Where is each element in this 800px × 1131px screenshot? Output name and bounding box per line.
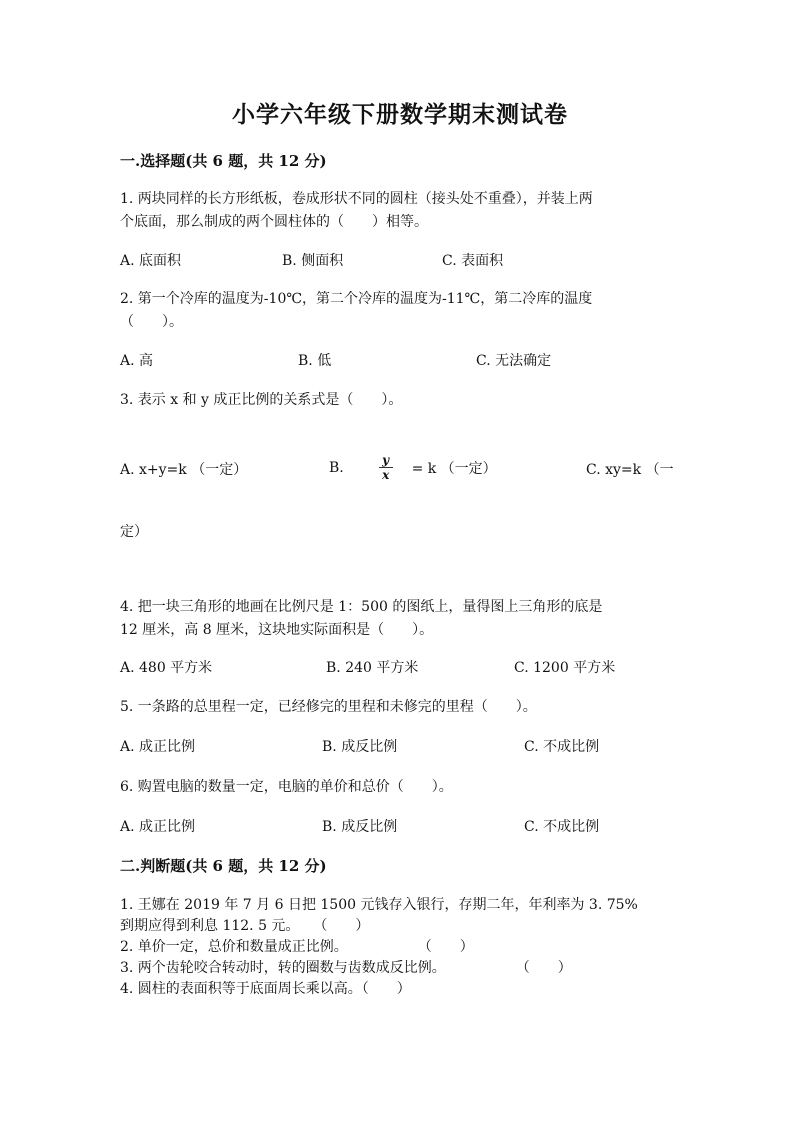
question-4-option-b: B. 240 平方米 xyxy=(326,660,419,676)
judgment-item-1-line-2: 到期应得到利息 112. 5 元。 （ ） xyxy=(120,918,370,934)
question-3-option-b xyxy=(329,453,497,482)
question-4-option-a: A. 480 平方米 xyxy=(120,660,213,676)
fraction-y-over-x xyxy=(379,453,393,482)
question-6-option-c: C. 不成比例 xyxy=(524,819,600,835)
fraction-denominator: x xyxy=(382,468,390,482)
page-title: 小学六年级下册数学期末测试卷 xyxy=(232,101,568,128)
question-4-stem-line-2: 12 厘米，高 8 厘米，这块地实际面积是（ ）。 xyxy=(120,622,434,638)
question-2-stem-line-1: 2. 第一个冷库的温度为-10℃，第二个冷库的温度为-11℃，第二冷库的温度 xyxy=(120,291,593,307)
question-6-option-b: B. 成反比例 xyxy=(322,819,398,835)
judgment-item-3: 3. 两个齿轮咬合转动时，转的圈数与齿数成反比例。 （ ） xyxy=(120,960,572,976)
judgment-item-4: 4. 圆柱的表面积等于底面周长乘以高。（ ） xyxy=(120,981,411,997)
question-1-option-b: B. 侧面积 xyxy=(282,253,344,269)
question-4-option-c: C. 1200 平方米 xyxy=(514,660,616,676)
question-1-stem-line-1: 1. 两块同样的长方形纸板，卷成形状不同的圆柱（接头处不重叠），并装上两 xyxy=(120,191,593,207)
question-1-stem-line-2: 个底面，那么制成的两个圆柱体的（ ）相等。 xyxy=(120,214,428,230)
section-1-header: 一.选择题(共 6 题，共 12 分) xyxy=(120,152,327,170)
question-1-option-a: A. 底面积 xyxy=(120,253,182,269)
question-1-option-c: C. 表面积 xyxy=(442,253,504,269)
judgment-item-1-line-1: 1. 王娜在 2019 年 7 月 6 日把 1500 元钱存入银行，存期二年，年利率为 3. 75% xyxy=(120,897,638,913)
question-5-option-a: A. 成正比例 xyxy=(120,739,196,755)
question-3-stem: 3. 表示 x 和 y 成正比例的关系式是（ ）。 xyxy=(120,392,403,408)
question-5-option-b: B. 成反比例 xyxy=(322,739,398,755)
question-3-option-b-rest: = k （一定） xyxy=(411,460,497,477)
question-5-option-c: C. 不成比例 xyxy=(524,739,600,755)
question-2-option-a: A. 高 xyxy=(120,353,154,369)
question-4-stem-line-1: 4. 把一块三角形的地画在比例尺是 1：500 的图纸上，量得图上三角形的底是 xyxy=(120,599,603,615)
question-2-option-b: B. 低 xyxy=(298,353,332,369)
question-5-stem: 5. 一条路的总里程一定，已经修完的里程和未修完的里程（ ）。 xyxy=(120,699,537,715)
question-3-option-b-label: B. xyxy=(329,459,344,476)
question-6-stem: 6. 购置电脑的数量一定，电脑的单价和总价（ ）。 xyxy=(120,779,453,795)
question-6-option-a: A. 成正比例 xyxy=(120,819,196,835)
question-3-option-a: A. x+y=k （一定） xyxy=(120,462,248,478)
fraction-numerator: y xyxy=(379,453,393,468)
question-2-option-c: C. 无法确定 xyxy=(476,353,552,369)
section-2-header: 二.判断题(共 6 题，共 12 分) xyxy=(120,857,327,875)
judgment-item-2: 2. 单价一定，总价和数量成正比例。 （ ） xyxy=(120,939,474,955)
question-3-option-c-line-1: C. xy=k （一 xyxy=(586,462,674,478)
question-3-option-c-line-2: 定） xyxy=(120,524,148,540)
question-2-stem-line-2: （ ）。 xyxy=(120,314,183,330)
